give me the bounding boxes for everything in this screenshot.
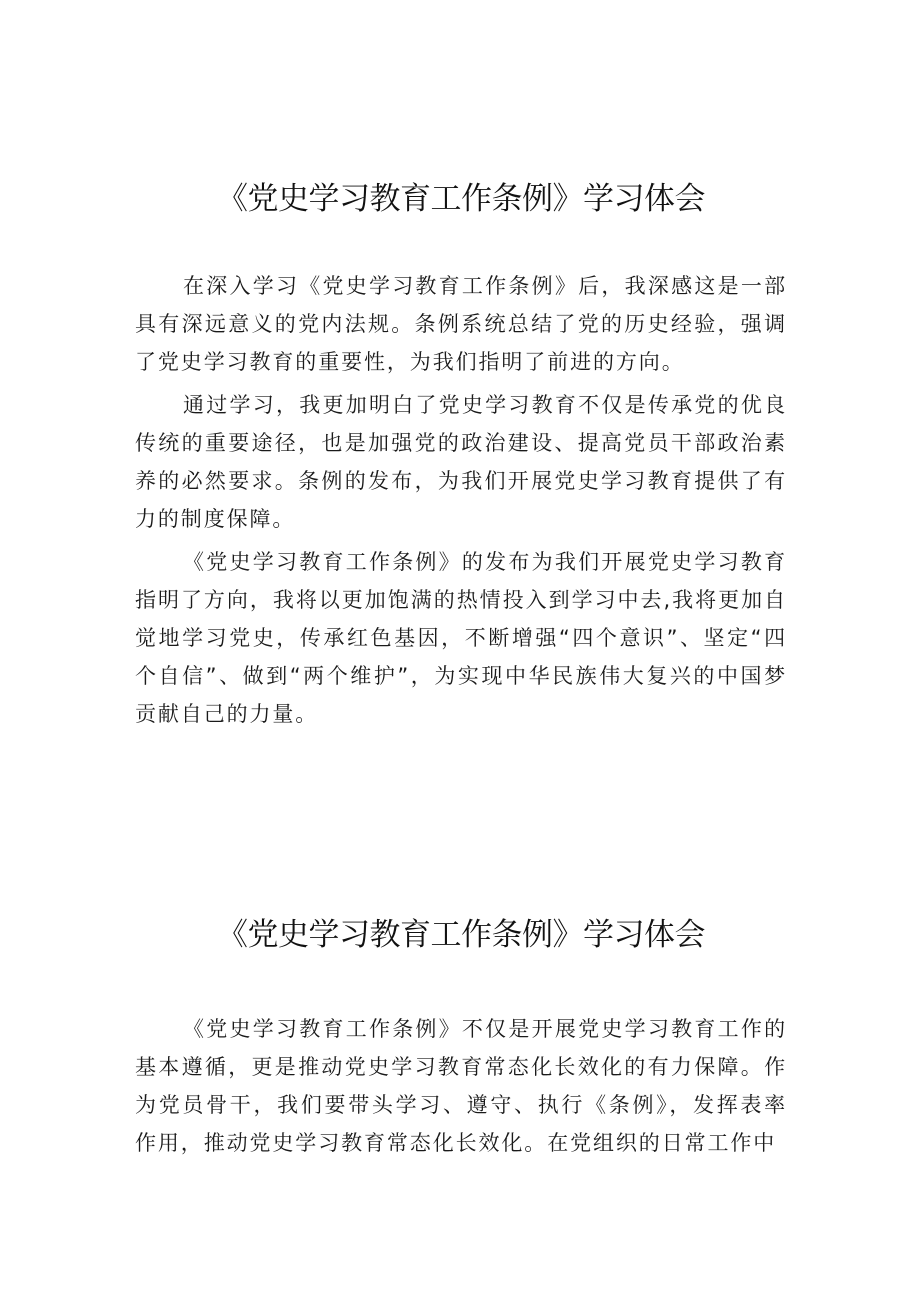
article-body: [135, 1010, 787, 1162]
article-section-1: [135, 176, 787, 738]
paragraph: 在深入学习《党史学习教育工作条例》后，我深感这是一部具有深远意义的党内法规。条例系统总结了党的历史经验，强调了党史学习教育的重要性，为我们指明了前进的方向。: [135, 274, 787, 374]
article-body: [135, 267, 787, 733]
paragraph: 《党史学习教育工作条例》的发布为我们开展党史学习教育指明了方向，我将以更加饱满的热情投入到学习中去,我将更加自觉地学习党史，传承红色基因，不断增强“四个意识”、坚定“四个自信”、做到“两个维护”，为实现中华民族伟大复兴的中国梦贡献自己的力量。: [135, 550, 787, 726]
paragraph: 《党史学习教育工作条例》不仅是开展党史学习教育工作的基本遵循，更是推动党史学习教育常态化长效化的有力保障。作为党员骨干，我们要带头学习、遵守、执行《条例》，发挥表率作用，推动党史学习教育常态化长效化。在党组织的日常工作中: [135, 1017, 787, 1155]
article-title: 《党史学习教育工作条例》学习体会: [217, 917, 705, 953]
article-title: 《党史学习教育工作条例》学习体会: [217, 181, 705, 217]
paragraph: 通过学习，我更加明白了党史学习教育不仅是传承党的优良传统的重要途径，也是加强党的政治建设、提高党员干部政治素养的必然要求。条例的发布，为我们开展党史学习教育提供了有力的制度保障。: [135, 393, 787, 531]
article-section-2: [135, 912, 787, 1167]
